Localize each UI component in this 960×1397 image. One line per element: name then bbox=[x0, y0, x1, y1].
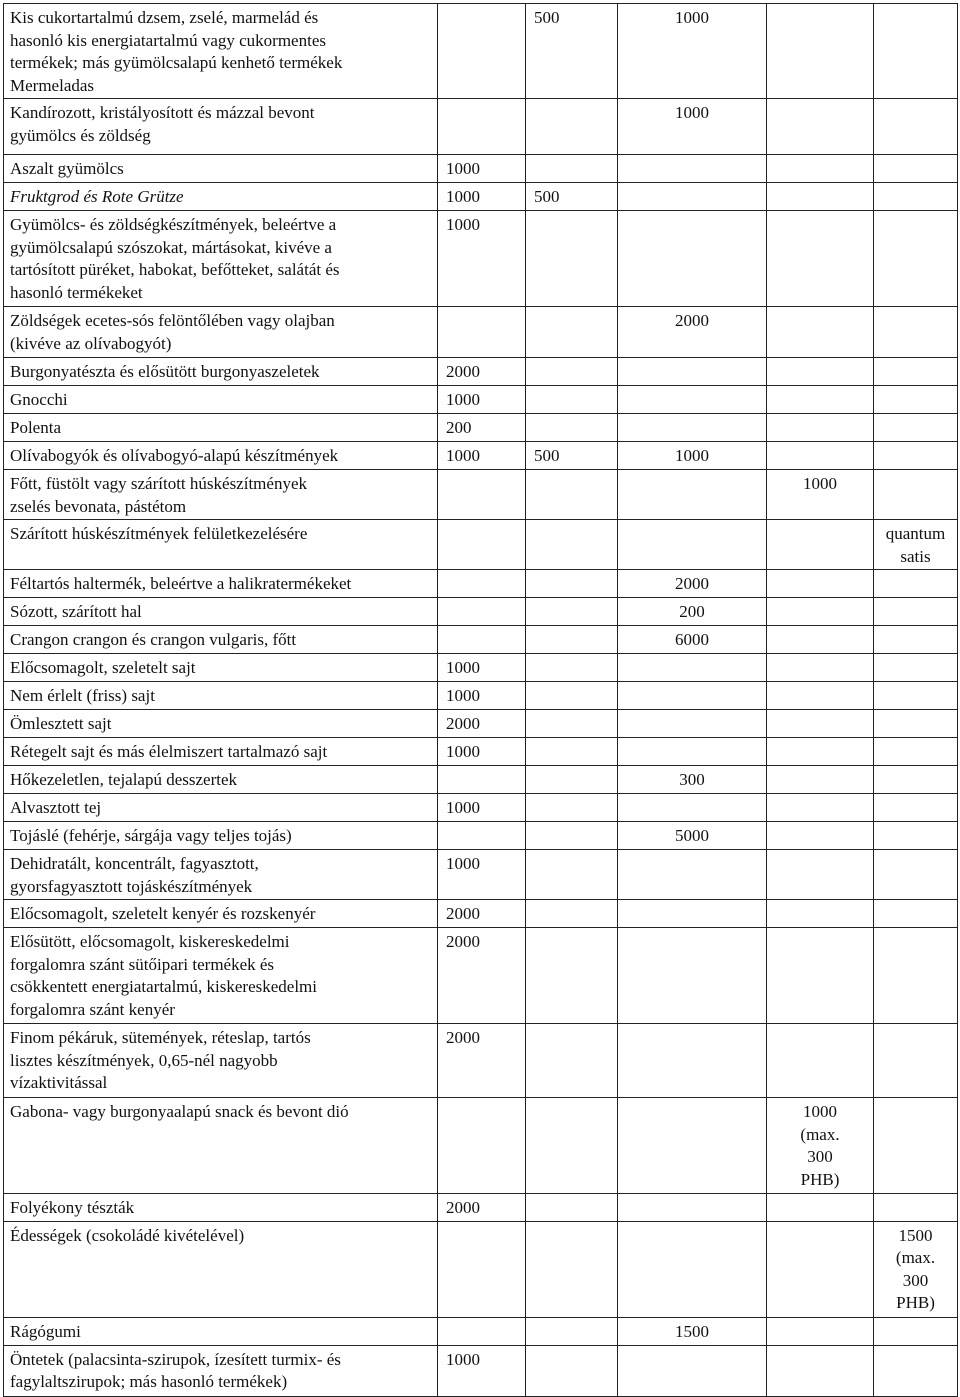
cell-value bbox=[618, 1221, 767, 1317]
cell-value bbox=[874, 738, 958, 766]
cell-value bbox=[526, 900, 618, 928]
cell-value bbox=[874, 470, 958, 520]
cell-value bbox=[767, 307, 874, 358]
cell-value bbox=[874, 4, 958, 99]
table-row bbox=[4, 4, 958, 99]
table-row bbox=[4, 155, 958, 183]
cell-value bbox=[874, 766, 958, 794]
cell-value bbox=[526, 928, 618, 1024]
row-label: Folyékony tészták bbox=[4, 1194, 438, 1222]
table-row bbox=[4, 570, 958, 598]
cell-value bbox=[618, 654, 767, 682]
cell-value bbox=[526, 414, 618, 442]
cell-value bbox=[526, 738, 618, 766]
row-label: Féltartós haltermék, beleértve a halikratermékeket bbox=[4, 570, 438, 598]
cell-value bbox=[767, 738, 874, 766]
cell-value: 1000 bbox=[438, 682, 526, 710]
cell-value bbox=[526, 155, 618, 183]
cell-value bbox=[874, 654, 958, 682]
row-label: Rétegelt sajt és más élelmiszert tartalmazó sajt bbox=[4, 738, 438, 766]
cell-value bbox=[618, 850, 767, 900]
additive-limits-table bbox=[3, 3, 958, 1397]
table-row bbox=[4, 1098, 958, 1194]
cell-value bbox=[618, 928, 767, 1024]
cell-value bbox=[438, 626, 526, 654]
cell-value: 500 bbox=[526, 442, 618, 470]
cell-value bbox=[767, 654, 874, 682]
table-row bbox=[4, 766, 958, 794]
table-row bbox=[4, 850, 958, 900]
cell-value bbox=[526, 99, 618, 155]
cell-value: 2000 bbox=[438, 358, 526, 386]
cell-value bbox=[526, 598, 618, 626]
row-label: Öntetek (palacsinta-szirupok, ízesített turmix- és fagylaltszirupok; más hasonló termékek) bbox=[4, 1345, 438, 1396]
cell-value bbox=[526, 520, 618, 570]
table-row bbox=[4, 794, 958, 822]
table-row bbox=[4, 598, 958, 626]
cell-value bbox=[767, 850, 874, 900]
cell-value bbox=[874, 386, 958, 414]
cell-value bbox=[874, 626, 958, 654]
cell-value bbox=[767, 900, 874, 928]
cell-value: 500 bbox=[526, 4, 618, 99]
row-label: Előcsomagolt, szeletelt kenyér és rozskenyér bbox=[4, 900, 438, 928]
row-label: Elősütött, előcsomagolt, kiskereskedelmi forgalomra szánt sütőipari termékek és csökkentett energiatartalmú, kiskereskedelmi forgalomra szánt kenyér bbox=[4, 928, 438, 1024]
cell-value bbox=[767, 928, 874, 1024]
cell-value bbox=[874, 358, 958, 386]
table-row bbox=[4, 738, 958, 766]
cell-value bbox=[618, 710, 767, 738]
cell-value bbox=[874, 211, 958, 307]
cell-value bbox=[767, 1317, 874, 1345]
cell-value bbox=[526, 570, 618, 598]
table-row bbox=[4, 442, 958, 470]
cell-value: 1000 bbox=[618, 4, 767, 99]
cell-value bbox=[767, 1024, 874, 1098]
cell-value: 1000 bbox=[438, 794, 526, 822]
cell-value bbox=[438, 822, 526, 850]
cell-value bbox=[874, 1345, 958, 1396]
cell-value bbox=[618, 470, 767, 520]
cell-value bbox=[526, 1345, 618, 1396]
cell-value bbox=[874, 822, 958, 850]
cell-value bbox=[767, 358, 874, 386]
row-label: Finom pékáruk, sütemények, réteslap, tartós lisztes készítmények, 0,65-nél nagyobb vízaktivitással bbox=[4, 1024, 438, 1098]
cell-value bbox=[438, 520, 526, 570]
table-row bbox=[4, 822, 958, 850]
cell-value bbox=[618, 794, 767, 822]
cell-value: 2000 bbox=[438, 1194, 526, 1222]
cell-value: 1000 bbox=[438, 386, 526, 414]
cell-value bbox=[767, 1345, 874, 1396]
cell-value bbox=[438, 598, 526, 626]
row-label: Polenta bbox=[4, 414, 438, 442]
table-row bbox=[4, 414, 958, 442]
cell-value: 200 bbox=[438, 414, 526, 442]
cell-value bbox=[767, 626, 874, 654]
cell-value bbox=[874, 928, 958, 1024]
row-label: Ömlesztett sajt bbox=[4, 710, 438, 738]
cell-value bbox=[874, 1317, 958, 1345]
table-row bbox=[4, 520, 958, 570]
table-body bbox=[4, 4, 958, 1397]
cell-value bbox=[618, 520, 767, 570]
table-row bbox=[4, 99, 958, 155]
cell-value bbox=[526, 1317, 618, 1345]
table-row bbox=[4, 900, 958, 928]
cell-value bbox=[767, 520, 874, 570]
cell-value bbox=[438, 307, 526, 358]
cell-value bbox=[767, 570, 874, 598]
cell-value: 1000 bbox=[438, 1345, 526, 1396]
cell-value bbox=[618, 211, 767, 307]
cell-value bbox=[767, 598, 874, 626]
row-label: Gnocchi bbox=[4, 386, 438, 414]
row-label: Gyümölcs- és zöldségkészítmények, beleértve a gyümölcsalapú szószokat, mártásokat, kivéve a tartósított püréket, habokat, befőtteket, salátát és hasonló termékeket bbox=[4, 211, 438, 307]
cell-value: 2000 bbox=[438, 1024, 526, 1098]
cell-value bbox=[767, 155, 874, 183]
cell-value bbox=[874, 99, 958, 155]
cell-value bbox=[526, 850, 618, 900]
cell-value: 1000 (max. 300 PHB) bbox=[767, 1098, 874, 1194]
cell-value bbox=[618, 414, 767, 442]
cell-value bbox=[618, 738, 767, 766]
cell-value bbox=[767, 414, 874, 442]
table-row bbox=[4, 710, 958, 738]
cell-value bbox=[767, 710, 874, 738]
cell-value bbox=[526, 1024, 618, 1098]
cell-value bbox=[874, 155, 958, 183]
cell-value bbox=[767, 442, 874, 470]
cell-value bbox=[526, 211, 618, 307]
cell-value bbox=[767, 211, 874, 307]
cell-value bbox=[438, 470, 526, 520]
cell-value bbox=[767, 682, 874, 710]
cell-value bbox=[767, 386, 874, 414]
row-label: Tojáslé (fehérje, sárgája vagy teljes tojás) bbox=[4, 822, 438, 850]
cell-value bbox=[874, 598, 958, 626]
row-label: Kis cukortartalmú dzsem, zselé, marmelád és hasonló kis energiatartalmú vagy cukormentes termékek; más gyümölcsalapú kenhető termékek Mermeladas bbox=[4, 4, 438, 99]
cell-value bbox=[874, 794, 958, 822]
cell-value bbox=[767, 99, 874, 155]
cell-value bbox=[874, 183, 958, 211]
cell-value bbox=[767, 766, 874, 794]
cell-value: 1000 bbox=[438, 183, 526, 211]
cell-value bbox=[618, 358, 767, 386]
cell-value: 1000 bbox=[438, 654, 526, 682]
cell-value bbox=[874, 900, 958, 928]
table-row bbox=[4, 1194, 958, 1222]
cell-value: 500 bbox=[526, 183, 618, 211]
cell-value bbox=[618, 1024, 767, 1098]
cell-value: 300 bbox=[618, 766, 767, 794]
cell-value: 1000 bbox=[618, 442, 767, 470]
cell-value bbox=[526, 358, 618, 386]
cell-value bbox=[618, 155, 767, 183]
cell-value: 1000 bbox=[438, 211, 526, 307]
table-row bbox=[4, 470, 958, 520]
cell-value: 5000 bbox=[618, 822, 767, 850]
cell-value bbox=[526, 386, 618, 414]
cell-value bbox=[438, 4, 526, 99]
cell-value bbox=[526, 710, 618, 738]
cell-value bbox=[438, 1317, 526, 1345]
cell-value: 2000 bbox=[438, 900, 526, 928]
cell-value bbox=[874, 1024, 958, 1098]
table-row bbox=[4, 654, 958, 682]
cell-value bbox=[526, 307, 618, 358]
cell-value bbox=[767, 794, 874, 822]
table-row bbox=[4, 928, 958, 1024]
cell-value bbox=[874, 307, 958, 358]
cell-value bbox=[618, 1098, 767, 1194]
row-label: Édességek (csokoládé kivételével) bbox=[4, 1221, 438, 1317]
cell-value bbox=[526, 1098, 618, 1194]
cell-value bbox=[526, 1221, 618, 1317]
row-label: Főtt, füstölt vagy szárított húskészítmények zselés bevonata, pástétom bbox=[4, 470, 438, 520]
row-label: Fruktgrod és Rote Grütze bbox=[4, 183, 438, 211]
row-label: Kandírozott, kristályosított és mázzal bevont gyümölcs és zöldség bbox=[4, 99, 438, 155]
row-label: Hőkezeletlen, tejalapú desszertek bbox=[4, 766, 438, 794]
cell-value bbox=[618, 1345, 767, 1396]
row-label: Nem érlelt (friss) sajt bbox=[4, 682, 438, 710]
cell-value bbox=[874, 850, 958, 900]
cell-value bbox=[438, 570, 526, 598]
cell-value bbox=[618, 386, 767, 414]
row-label: Burgonyatészta és elősütött burgonyaszeletek bbox=[4, 358, 438, 386]
table-row bbox=[4, 682, 958, 710]
cell-value bbox=[767, 1194, 874, 1222]
cell-value bbox=[526, 766, 618, 794]
cell-value: 1000 bbox=[767, 470, 874, 520]
row-label: Aszalt gyümölcs bbox=[4, 155, 438, 183]
cell-value bbox=[526, 470, 618, 520]
cell-value bbox=[618, 183, 767, 211]
cell-value: 6000 bbox=[618, 626, 767, 654]
cell-value bbox=[767, 183, 874, 211]
cell-value bbox=[874, 1194, 958, 1222]
cell-value bbox=[526, 682, 618, 710]
cell-value: 1000 bbox=[438, 155, 526, 183]
cell-value bbox=[874, 1098, 958, 1194]
cell-value bbox=[874, 710, 958, 738]
table-row bbox=[4, 1345, 958, 1396]
cell-value bbox=[767, 822, 874, 850]
cell-value bbox=[874, 442, 958, 470]
table-row bbox=[4, 211, 958, 307]
table-row bbox=[4, 183, 958, 211]
cell-value bbox=[874, 570, 958, 598]
row-label: Crangon crangon és crangon vulgaris, főtt bbox=[4, 626, 438, 654]
cell-value bbox=[526, 822, 618, 850]
table-row bbox=[4, 386, 958, 414]
table-row bbox=[4, 1221, 958, 1317]
cell-value bbox=[618, 1194, 767, 1222]
table-row bbox=[4, 358, 958, 386]
cell-value: 2000 bbox=[618, 307, 767, 358]
table-row bbox=[4, 307, 958, 358]
table-row bbox=[4, 626, 958, 654]
cell-value bbox=[526, 1194, 618, 1222]
cell-value bbox=[526, 794, 618, 822]
cell-value: 1000 bbox=[438, 850, 526, 900]
cell-value: 200 bbox=[618, 598, 767, 626]
row-label: Dehidratált, koncentrált, fagyasztott, gyorsfagyasztott tojáskészítmények bbox=[4, 850, 438, 900]
cell-value bbox=[618, 682, 767, 710]
cell-value: 1000 bbox=[438, 442, 526, 470]
table-row bbox=[4, 1024, 958, 1098]
row-label: Olívabogyók és olívabogyó-alapú készítmények bbox=[4, 442, 438, 470]
cell-value bbox=[874, 414, 958, 442]
table-row bbox=[4, 1317, 958, 1345]
cell-value bbox=[438, 99, 526, 155]
cell-value bbox=[526, 654, 618, 682]
cell-value bbox=[438, 1098, 526, 1194]
cell-value bbox=[874, 682, 958, 710]
cell-value: 1500 bbox=[618, 1317, 767, 1345]
cell-value: quantum satis bbox=[874, 520, 958, 570]
row-label: Sózott, szárított hal bbox=[4, 598, 438, 626]
cell-value bbox=[438, 1221, 526, 1317]
cell-value bbox=[767, 4, 874, 99]
row-label: Előcsomagolt, szeletelt sajt bbox=[4, 654, 438, 682]
row-label: Alvasztott tej bbox=[4, 794, 438, 822]
cell-value bbox=[618, 900, 767, 928]
cell-value: 1000 bbox=[618, 99, 767, 155]
row-label: Gabona- vagy burgonyaalapú snack és bevont dió bbox=[4, 1098, 438, 1194]
cell-value: 2000 bbox=[438, 928, 526, 1024]
cell-value bbox=[767, 1221, 874, 1317]
row-label: Szárított húskészítmények felületkezelésére bbox=[4, 520, 438, 570]
cell-value: 2000 bbox=[438, 710, 526, 738]
cell-value bbox=[438, 766, 526, 794]
cell-value: 1000 bbox=[438, 738, 526, 766]
row-label: Rágógumi bbox=[4, 1317, 438, 1345]
cell-value: 1500 (max. 300 PHB) bbox=[874, 1221, 958, 1317]
cell-value bbox=[526, 626, 618, 654]
cell-value: 2000 bbox=[618, 570, 767, 598]
row-label: Zöldségek ecetes-sós felöntőlében vagy olajban (kivéve az olívabogyót) bbox=[4, 307, 438, 358]
